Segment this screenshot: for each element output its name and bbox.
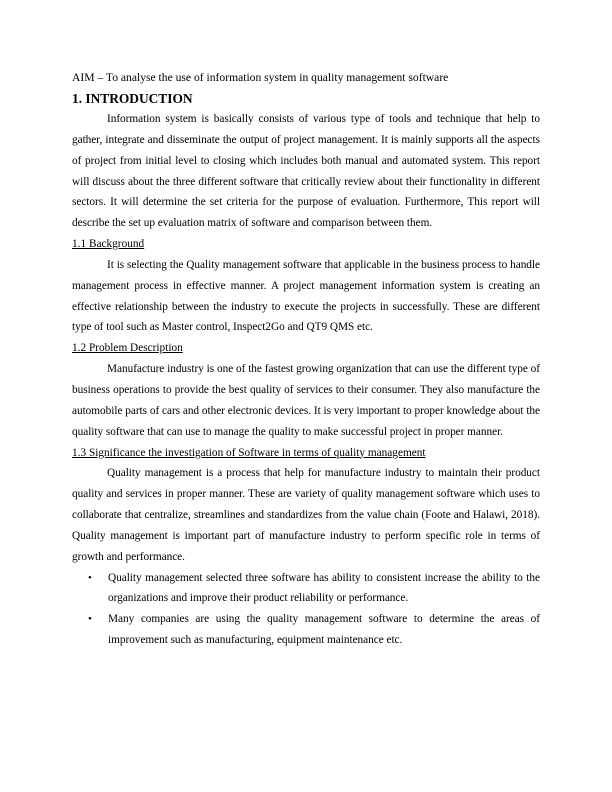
list-item [72, 609, 540, 651]
introduction-paragraph: Information system is basically consists of various type of tools and technique that help to gather, integrate and disseminate the output of project management. It is mainly supports all the aspects of project from initial level to closing which includes both manual and automated system. This report will discuss about the three different software that critically review about their functionality in different sectors. It will determine the set criteria for the purpose of evaluation. Furthermore, This report will describe the set up evaluation matrix of software and comparison between them. [72, 113, 540, 230]
background-paragraph: It is selecting the Quality management software that applicable in the business process to handle management process in effective manner. A project management information system is creating an effective relationship between the industry to execute the projects in successfully. These are different type of tool such as Master control, Inspect2Go and QT9 QMS etc. [72, 258, 540, 334]
bullet-icon: • [88, 613, 92, 626]
introduction-heading: 1. INTRODUCTION [72, 91, 193, 106]
problem-description-heading: 1.2 Problem Description [72, 342, 183, 355]
list-item [72, 568, 540, 610]
bullet-text: Quality management selected three software has ability to consistent increase the ability to the organizations and improve their product reliability or performance. [108, 571, 540, 605]
significance-heading: 1.3 Significance the investigation of Software in terms of quality management [72, 446, 426, 459]
problem-description-paragraph: Manufacture industry is one of the fastest growing organization that can use the different type of business operations to provide the best quality of services to their consumer. They also manufacture the automobile parts of cars and other electronic devices. It is very important to proper knowledge about the quality software that can use to manage the quality to make successful project in proper manner. [72, 363, 540, 438]
aim-statement: AIM – To analyse the use of information system in quality management software [72, 71, 449, 84]
background-heading: 1.1 Background [72, 238, 145, 251]
bullet-icon: • [88, 571, 92, 584]
bullet-text: Many companies are using the quality management software to determine the areas of improvement such as manufacturing, equipment maintenance etc. [108, 613, 540, 647]
significance-paragraph: Quality management is a process that help for manufacture industry to maintain their product quality and services in proper manner. These are variety of quality management software which uses to collaborate that centralize, streamlines and standardizes from the value chain (Foote and Halawi, 2018). Quality management is important part of manufacture industry to perform specific role in terms of growth and performance. [72, 467, 540, 563]
document-page [72, 70, 540, 651]
significance-bullet-list [72, 568, 540, 651]
